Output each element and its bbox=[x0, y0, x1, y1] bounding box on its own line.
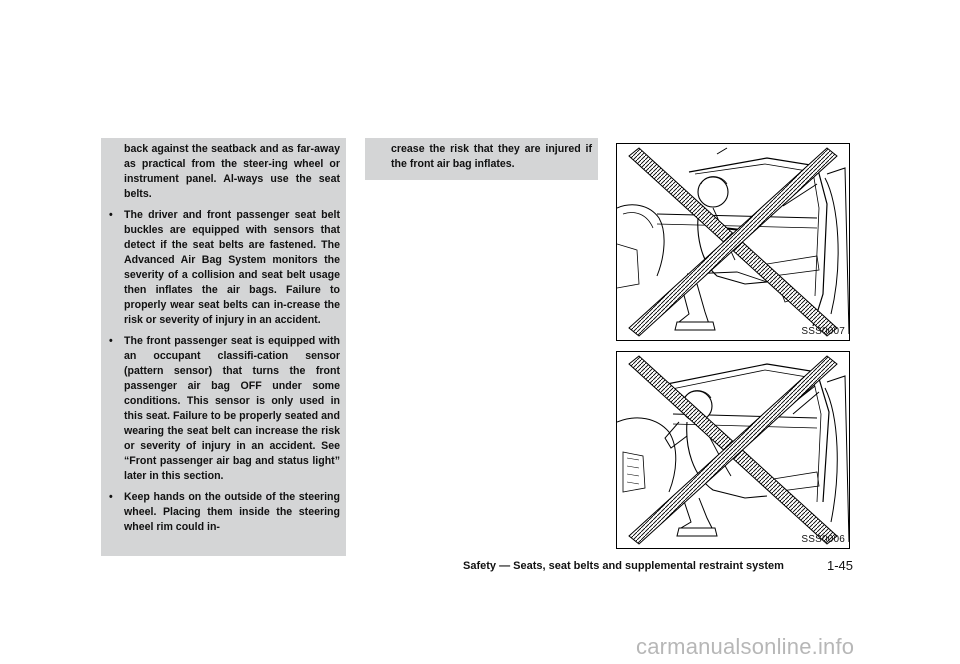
figure-sss0007 bbox=[616, 143, 850, 341]
bullet-item-hands-outside bbox=[101, 490, 340, 535]
bullet-text: Keep hands on the outside of the steering wheel. Placing them inside the steering wheel rim could in- bbox=[124, 491, 340, 533]
figure-code: SSS0007 bbox=[801, 326, 845, 337]
bullet-item-occupant-sensor bbox=[101, 334, 340, 484]
continuation-text: crease the risk that they are injured if the front air bag inflates. bbox=[391, 143, 592, 170]
crossed-out-child-seating-icon bbox=[617, 144, 849, 340]
bullet-glyph: • bbox=[109, 335, 113, 347]
figure-code: SSS0006 bbox=[801, 534, 845, 545]
bullet-text: The driver and front passenger seat belt buckles are equipped with sensors that detect if the seat belts are fastened. The Advanced Air Bag System monitors the severity of a collision and seat belt usage then inflates the air bags. Failure to properly wear seat belts can in-crease the risk or severity of injury in an accident. bbox=[124, 209, 340, 326]
bullet-text: The front passenger seat is equipped with an occupant classifi-cation sensor (pattern sensor) that turns the front passenger air bag OFF under some conditions. This sensor is only used in this seat. Failure to be properly seated and wearing the seat belt can increase the risk or severity of injury in an accident. See “Front passenger air bag and status light” later in this section. bbox=[124, 335, 340, 482]
bullet-glyph: • bbox=[109, 209, 113, 221]
figure-sss0006 bbox=[616, 351, 850, 549]
warning-panel-left bbox=[101, 138, 346, 556]
page-number: 1-45 bbox=[827, 558, 854, 573]
crossed-out-child-seating-icon bbox=[617, 352, 849, 548]
bullet-item-seatbelt-sensors bbox=[101, 208, 340, 328]
bullet-glyph: • bbox=[109, 491, 113, 503]
watermark: carmanualsonline.info bbox=[636, 634, 855, 659]
footer-section-title: Safety — Seats, seat belts and supplemental restraint system bbox=[463, 560, 784, 572]
continuation-text: back against the seatback and as far-away as practical from the steer-ing wheel or instrument panel. Al-ways use the seat belts. bbox=[124, 143, 340, 200]
warning-panel-middle bbox=[365, 138, 598, 180]
